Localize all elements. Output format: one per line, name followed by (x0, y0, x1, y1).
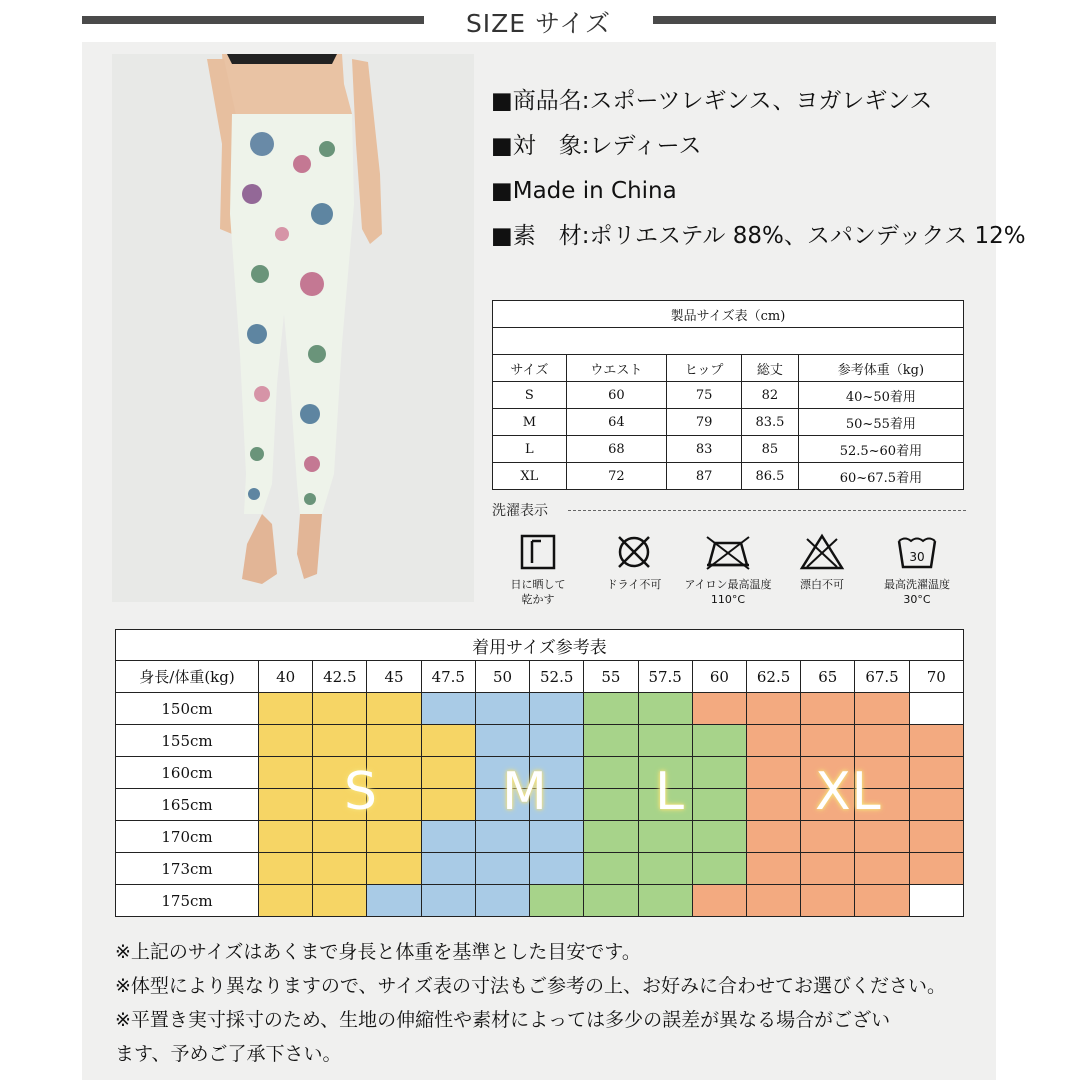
height-label: 150cm (116, 693, 259, 725)
size-cell (313, 853, 367, 885)
size-cell (692, 725, 746, 757)
product-info (491, 90, 1026, 270)
size-cell (530, 853, 584, 885)
wash-label: 洗濯表示 (492, 503, 548, 519)
size-cell (746, 821, 800, 853)
notes (115, 935, 975, 1071)
size-cell (421, 853, 475, 885)
size-cell (313, 885, 367, 917)
size-cell (746, 757, 800, 789)
size-cell (313, 821, 367, 853)
wash-item-no-bleach: 漂白不可 (777, 533, 867, 592)
size-cell (421, 757, 475, 789)
page-title: SIZE サイズ (465, 9, 612, 38)
size-cell (638, 693, 692, 725)
size-cell (259, 725, 313, 757)
line-dry-icon (519, 533, 557, 571)
size-cell (259, 789, 313, 821)
size-cell (367, 821, 421, 853)
size-cell (475, 853, 529, 885)
size-cell (584, 725, 638, 757)
table-row (116, 885, 964, 917)
size-cell (530, 821, 584, 853)
size-cell (746, 885, 800, 917)
note-line: ※体型により異なりますので、サイズ表の寸法もご参考の上、お好みに合わせてお選びください。 (115, 975, 947, 997)
weight-header: 52.5 (530, 661, 584, 693)
weight-header: 42.5 (313, 661, 367, 693)
size-cell (259, 853, 313, 885)
no-dryclean-icon (614, 533, 654, 571)
size-cell (475, 821, 529, 853)
iron-icon (703, 533, 753, 571)
size-cell (367, 693, 421, 725)
table-row: M 64 79 83.5 50~55着用 (493, 409, 964, 436)
weight-header: 55 (584, 661, 638, 693)
size-cell (367, 725, 421, 757)
size-cell (421, 885, 475, 917)
size-label-s: S (344, 762, 379, 822)
col-header: 総丈 (742, 355, 799, 382)
product-size-table (492, 300, 964, 490)
table-row (116, 821, 964, 853)
size-cell (801, 853, 855, 885)
wear-table-title: 着用サイズ参考表 (116, 630, 964, 661)
info-material: ■素 材:ポリエステル 88%、スパンデックス 12% (491, 223, 1026, 249)
size-cell (909, 789, 963, 821)
info-target: ■対 象:レディース (491, 133, 702, 159)
size-cell (692, 821, 746, 853)
size-cell (801, 693, 855, 725)
size-cell (475, 885, 529, 917)
size-cell (909, 757, 963, 789)
height-label: 175cm (116, 885, 259, 917)
weight-header: 60 (692, 661, 746, 693)
size-cell (692, 789, 746, 821)
size-cell (801, 821, 855, 853)
size-cell (584, 853, 638, 885)
size-cell (638, 725, 692, 757)
size-cell (530, 693, 584, 725)
size-cell (855, 725, 909, 757)
weight-header: 65 (801, 661, 855, 693)
size-cell (746, 693, 800, 725)
note-line: ます、予めご了承下さい。 (115, 1043, 342, 1065)
size-label-m: M (502, 762, 548, 822)
table-row: S 60 75 82 40~50着用 (493, 382, 964, 409)
size-cell (475, 725, 529, 757)
size-cell (746, 789, 800, 821)
weight-header: 67.5 (855, 661, 909, 693)
size-label-xl: XL (815, 762, 882, 822)
size-cell (909, 885, 963, 917)
size-cell (259, 885, 313, 917)
size-cell (313, 693, 367, 725)
size-cell (692, 853, 746, 885)
size-cell (909, 693, 963, 725)
size-label-l: L (655, 762, 685, 822)
col-header: 参考体重（kg) (798, 355, 963, 382)
size-cell (638, 853, 692, 885)
wash-item-line-dry: 日に晒して 乾かす (493, 533, 583, 607)
wash-item-wash-30: 30 最高洗濯温度 30°C (872, 533, 962, 607)
height-label: 173cm (116, 853, 259, 885)
size-cell (855, 885, 909, 917)
size-cell (530, 725, 584, 757)
size-cell (584, 821, 638, 853)
weight-header: 47.5 (421, 661, 475, 693)
svg-text:30: 30 (909, 550, 925, 564)
product-photo (112, 54, 474, 602)
height-label: 170cm (116, 821, 259, 853)
height-label: 165cm (116, 789, 259, 821)
header-divider-left (82, 16, 424, 24)
wash-item-iron: アイロン最高温度 110°C (683, 533, 773, 607)
size-cell (421, 789, 475, 821)
size-cell (692, 693, 746, 725)
weight-header: 57.5 (638, 661, 692, 693)
note-line: ※上記のサイズはあくまで身長と体重を基準とした目安です。 (115, 941, 641, 963)
height-label: 160cm (116, 757, 259, 789)
size-cell (746, 725, 800, 757)
size-cell (259, 757, 313, 789)
size-cell (259, 693, 313, 725)
size-cell (584, 789, 638, 821)
info-origin: ■Made in China (491, 178, 677, 204)
wash-item-no-dryclean: ドライ不可 (589, 533, 679, 592)
size-cell (584, 885, 638, 917)
size-cell (421, 821, 475, 853)
col-header: ウエスト (566, 355, 666, 382)
size-cell (313, 725, 367, 757)
size-cell (421, 693, 475, 725)
col-header: サイズ (493, 355, 567, 382)
size-cell (746, 853, 800, 885)
wear-table-corner: 身長/体重(kg) (116, 661, 259, 693)
header-divider-right (653, 16, 996, 24)
size-cell (367, 885, 421, 917)
size-cell (367, 853, 421, 885)
product-table-title: 製品サイズ表（cm) (493, 301, 964, 328)
size-cell (421, 725, 475, 757)
size-cell (855, 821, 909, 853)
height-label: 155cm (116, 725, 259, 757)
weight-header: 45 (367, 661, 421, 693)
weight-header: 40 (259, 661, 313, 693)
wash-30-icon (895, 533, 939, 571)
size-cell (692, 757, 746, 789)
weight-header: 50 (475, 661, 529, 693)
no-bleach-icon (799, 533, 845, 571)
size-cell (801, 725, 855, 757)
table-row (116, 693, 964, 725)
size-cell (692, 885, 746, 917)
table-row (116, 725, 964, 757)
size-cell (530, 885, 584, 917)
size-cell (801, 885, 855, 917)
size-cell (909, 725, 963, 757)
wash-divider (568, 510, 966, 511)
weight-header: 70 (909, 661, 963, 693)
info-product-name: ■商品名:スポーツレギンス、ヨガレギンス (491, 88, 933, 114)
size-cell (475, 693, 529, 725)
size-cell (909, 821, 963, 853)
note-line: ※平置き実寸採寸のため、生地の伸縮性や素材によっては多少の誤差が異なる場合がござい (115, 1009, 891, 1031)
table-row: L 68 83 85 52.5~60着用 (493, 436, 964, 463)
size-cell (909, 853, 963, 885)
size-cell (855, 693, 909, 725)
table-row: XL 72 87 86.5 60~67.5着用 (493, 463, 964, 490)
weight-header: 62.5 (746, 661, 800, 693)
size-cell (584, 757, 638, 789)
size-cell (638, 885, 692, 917)
size-cell (259, 821, 313, 853)
table-row (116, 853, 964, 885)
size-cell (855, 853, 909, 885)
size-cell (638, 821, 692, 853)
col-header: ヒップ (667, 355, 742, 382)
size-cell (584, 693, 638, 725)
